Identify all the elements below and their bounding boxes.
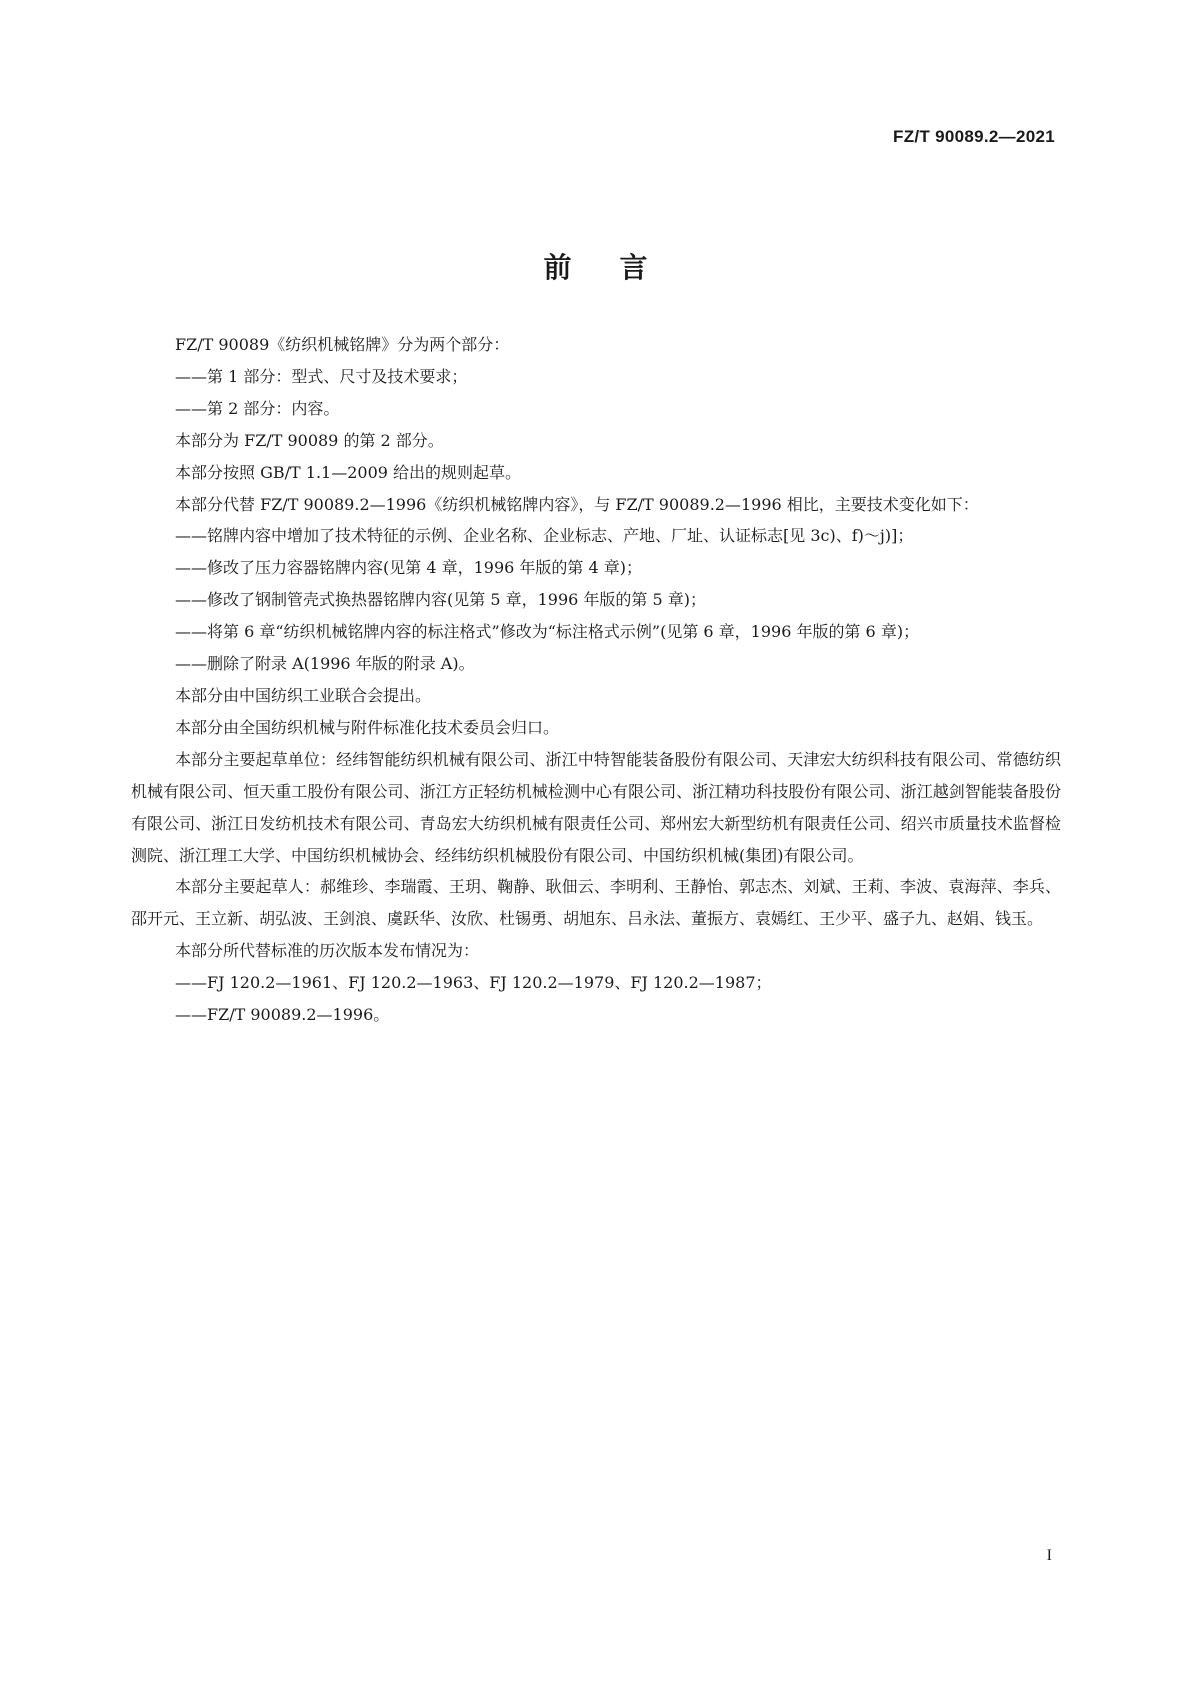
paragraph: FZ/T 90089《纺织机械铭牌》分为两个部分：: [175, 335, 510, 354]
list-item: ——修改了压力容器铭牌内容(见第 4 章，1996 年版的第 4 章)；: [175, 558, 642, 578]
paragraph: 本部分按照 GB/T 1.1—2009 给出的规则起草。: [175, 462, 522, 482]
list-item: ——将第 6 章“纺织机械铭牌内容的标注格式”修改为“标注格式示例”(见第 6 章，1996 年版的第 6 章)；: [175, 622, 920, 642]
paragraph: 本部分代替 FZ/T 90089.2—1996《纺织机械铭牌内容》，与 FZ/T 90089.2—1996 相比，主要技术变化如下：: [175, 494, 979, 514]
list-item: ——删除了附录 A(1996 年版的附录 A)。: [175, 654, 475, 674]
paragraph: 本部分为 FZ/T 90089 的第 2 部分。: [175, 430, 444, 450]
page-number: I: [1046, 1547, 1052, 1564]
list-item: ——FZ/T 90089.2—1996。: [175, 1005, 390, 1025]
paragraph: 本部分由全国纺织机械与附件标准化技术委员会归口。: [175, 717, 560, 737]
foreword-body: [131, 329, 1061, 1031]
page-title: 前言: [543, 250, 696, 284]
paragraph: 本部分主要起草人：郝维珍、李瑞霞、王玥、鞠静、耿佃云、李明利、王静怡、郭志杰、刘斌、王莉、李波、袁海萍、李兵、邵开元、王立新、胡弘波、王剑浪、虞跃华、汝欣、杜锡勇、胡旭东、吕永法、董振方、袁嫣红、王少平、盛子九、赵娟、钱玉。: [131, 877, 1061, 929]
list-item: ——铭牌内容中增加了技术特征的示例、企业名称、企业标志、产地、厂址、认证标志[见 3c)、f)～j)]；: [175, 526, 914, 546]
paragraph: 本部分由中国纺织工业联合会提出。: [175, 685, 432, 705]
standard-code: FZ/T 90089.2—2021: [893, 127, 1055, 146]
paragraph: 本部分所代替标准的历次版本发布情况为：: [175, 941, 480, 961]
list-item: ——修改了钢制管壳式换热器铭牌内容(见第 5 章，1996 年版的第 5 章)；: [175, 590, 706, 610]
list-item: ——第 2 部分：内容。: [175, 398, 340, 418]
list-item: ——第 1 部分：型式、尺寸及技术要求；: [175, 366, 468, 386]
paragraph: 本部分主要起草单位：经纬智能纺织机械有限公司、浙江中特智能装备股份有限公司、天津宏大纺织科技有限公司、常德纺织机械有限公司、恒天重工股份有限公司、浙江方正轻纺机械检测中心有限公司、浙江精功科技股份有限公司、浙江越剑智能装备股份有限公司、浙江日发纺机技术有限公司、青岛宏大纺织机械有限责任公司、郑州宏大新型纺机有限责任公司、绍兴市质量技术监督检测院、浙江理工大学、中国纺织机械协会、经纬纺织机械股份有限公司、中国纺织机械(集团)有限公司。: [131, 749, 1061, 865]
list-item: ——FJ 120.2—1961、FJ 120.2—1963、FJ 120.2—1979、FJ 120.2—1987；: [175, 973, 772, 993]
